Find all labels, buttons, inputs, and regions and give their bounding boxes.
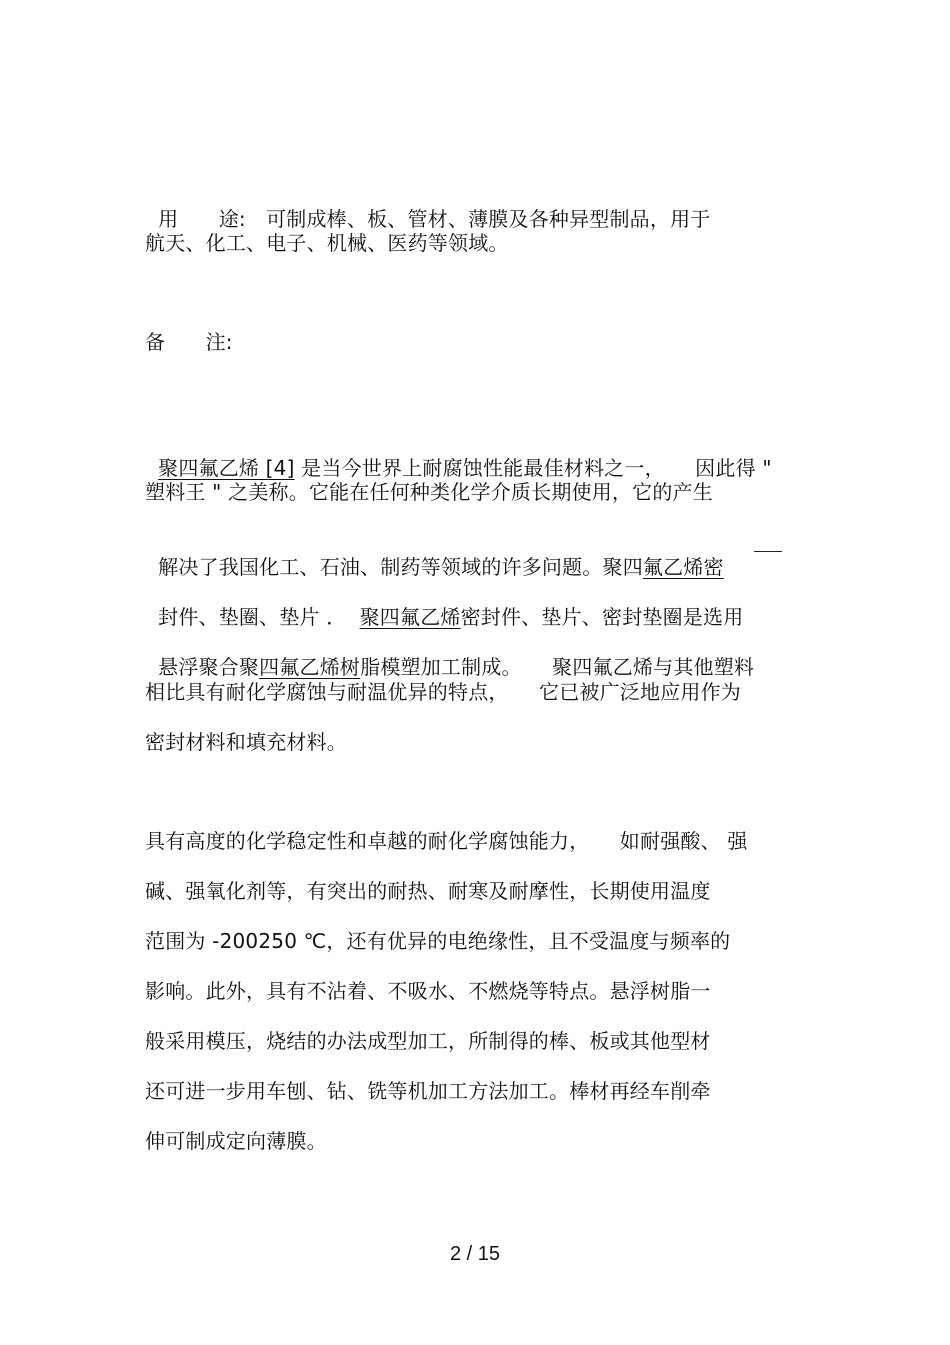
para1-text-1: 是当今世界上耐腐蚀性能最佳材料之一， 因此得 " (294, 456, 772, 480)
para2-line-1: 具有高度的化学稳定性和卓越的耐化学腐蚀能力， 如耐强酸、 强 (145, 829, 748, 853)
para1-text-4b: 密封件、垫片、密封垫圈是选用 (460, 605, 744, 629)
para1-text-4a: 封件、垫圈、垫片 ． (158, 605, 347, 629)
para1-line-3 (145, 528, 724, 580)
ptfe-link[interactable]: 聚四氟乙烯 [4] (158, 456, 295, 480)
ptfe-resin-link[interactable]: 四氟乙烯树 (259, 655, 361, 679)
ptfe-seal-link[interactable]: 氟乙烯密 (642, 555, 724, 579)
usage-label: 用 途: (158, 207, 246, 231)
underline-extension (754, 551, 782, 552)
para1-line-1 (145, 429, 772, 481)
para2-line-3: 范围为 -200250 ℃，还有优异的电绝缘性，且不受温度与频率的 (145, 929, 731, 953)
para1-text-5a: 悬浮聚合聚 (158, 655, 260, 679)
para1-line-7: 密封材料和填充材料。 (145, 730, 347, 754)
para2-line-5: 般采用模压，烧结的办法成型加工，所制得的棒、板或其他型材 (145, 1029, 711, 1053)
usage-text-1: 可制成棒、板、管材、薄膜及各种异型制品，用于 (266, 207, 711, 231)
para1-text-5b: 脂模塑加工制成。 聚四氟乙烯与其他塑料 (360, 655, 755, 679)
para2-line-2: 碱、强氧化剂等，有突出的耐热、耐寒及耐摩性，长期使用温度 (145, 879, 711, 903)
para1-text-3: 解决了我国化工、石油、制药等领域的许多问题。聚四 (158, 555, 643, 579)
para2-line-6: 还可进一步用车刨、钻、铣等机加工方法加工。棒材再经车削牵 (145, 1079, 711, 1103)
usage-line-2: 航天、化工、电子、机械、医药等领域。 (145, 231, 509, 255)
para1-line-5 (145, 628, 754, 680)
remarks-label: 备 注: (145, 330, 233, 354)
usage-line-1 (145, 180, 710, 232)
ptfe-link-2[interactable]: 聚四氟乙烯 (359, 605, 461, 629)
para1-line-2: 塑料王 " 之美称。它能在任何种类化学介质长期使用，它的产生 (145, 480, 713, 504)
para2-line-7: 伸可制成定向薄膜。 (145, 1129, 327, 1153)
page-number: 2 / 15 (449, 1243, 501, 1265)
para1-line-6: 相比具有耐化学腐蚀与耐温优异的特点， 它已被广泛地应用作为 (145, 680, 741, 704)
para2-line-4: 影响。此外，具有不沾着、不吸水、不燃烧等特点。悬浮树脂一 (145, 979, 711, 1003)
para1-line-4 (145, 578, 743, 630)
